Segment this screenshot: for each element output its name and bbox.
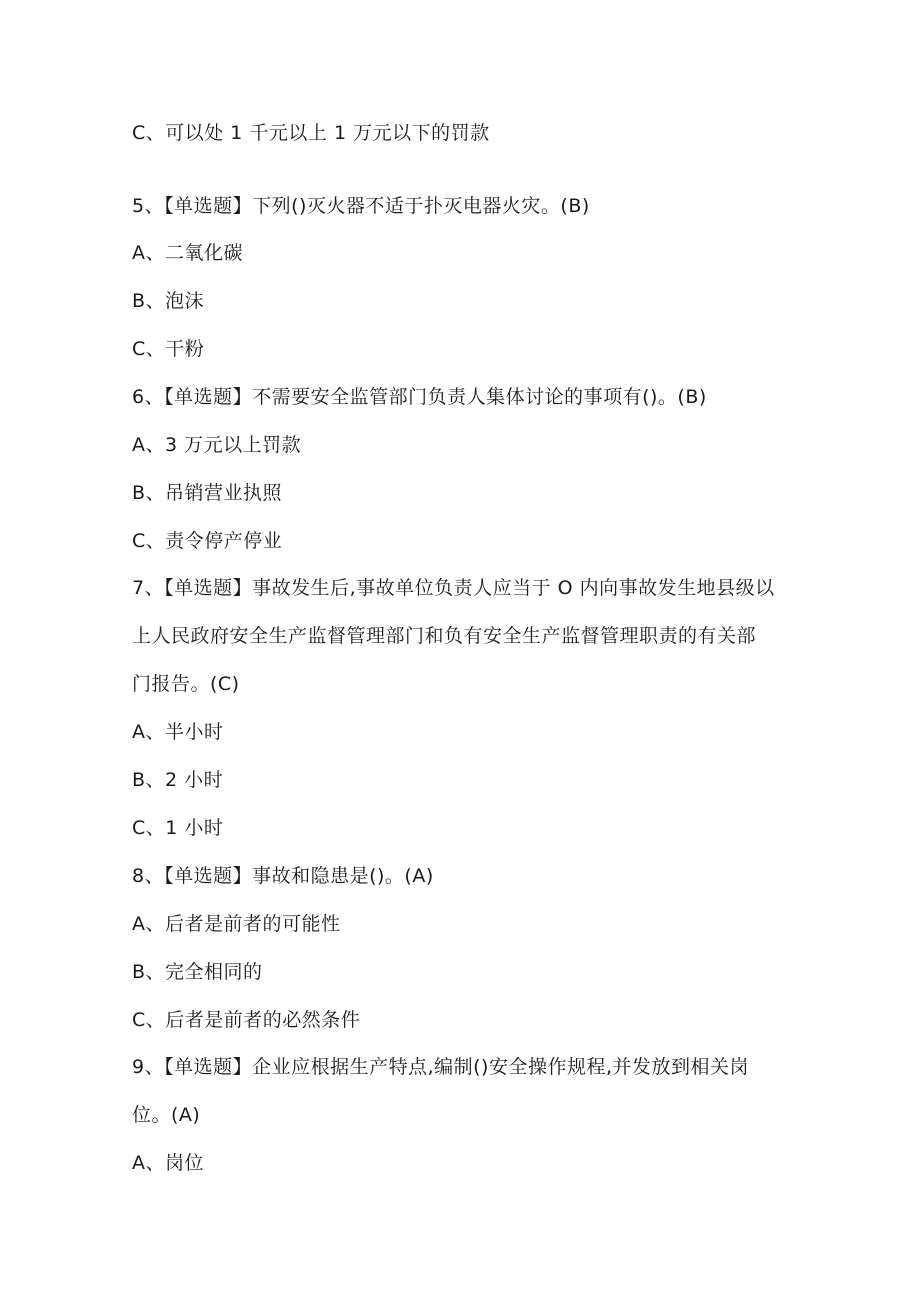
question-5: 5、【单选题】下列()灭火器不适于扑灭电器火灾。(B) <box>132 195 590 217</box>
option-5c: C、干粉 <box>132 338 205 360</box>
question-9-line-2: 位。(A) <box>132 1104 201 1126</box>
option-6c: C、责令停产停业 <box>132 530 283 552</box>
option-5a: A、二氧化碳 <box>132 242 243 264</box>
option-6b: B、吊销营业执照 <box>132 482 283 504</box>
question-7-line-2: 上人民政府安全生产监督管理部门和负有安全生产监督管理职责的有关部 <box>132 625 757 647</box>
option-7c: C、1 小时 <box>132 817 224 839</box>
option-8c: C、后者是前者的必然条件 <box>132 1009 361 1031</box>
question-8: 8、【单选题】事故和隐患是()。(A) <box>132 865 434 887</box>
option-6a: A、3 万元以上罚款 <box>132 434 302 456</box>
option-7a: A、半小时 <box>132 721 224 743</box>
option-7b: B、2 小时 <box>132 769 224 791</box>
option-8a: A、后者是前者的可能性 <box>132 913 341 935</box>
option-5b: B、泡沫 <box>132 290 205 312</box>
question-9-line-1: 9、【单选题】企业应根据生产特点,编制()安全操作规程,并发放到相关岗 <box>132 1056 749 1078</box>
question-6: 6、【单选题】不需要安全监管部门负责人集体讨论的事项有()。(B) <box>132 386 707 408</box>
question-7-line-3: 门报告。(C) <box>132 673 240 695</box>
option-4c: C、可以处 1 千元以上 1 万元以下的罚款 <box>132 122 490 144</box>
option-9a: A、岗位 <box>132 1152 204 1174</box>
question-7-line-1: 7、【单选题】事故发生后,事故单位负责人应当于 O 内向事故发生地县级以 <box>132 577 775 599</box>
option-8b: B、完全相同的 <box>132 961 263 983</box>
